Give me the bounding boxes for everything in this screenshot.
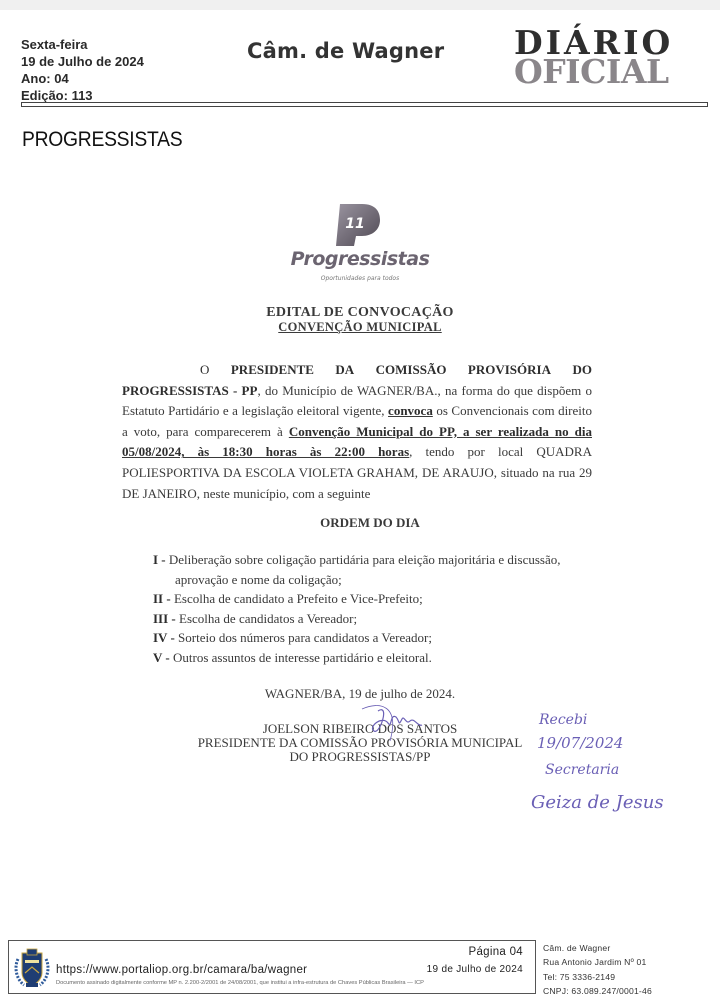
contact-phone: Tel: 75 3336-2149: [543, 971, 616, 982]
portal-link[interactable]: https://www.portaliop.org.br/camara/ba/wagner: [56, 964, 308, 976]
section-title: PROGRESSISTAS: [22, 128, 183, 151]
edition-date: 19 de Julho de 2024: [21, 54, 144, 69]
contact-name: Câm. de Wagner: [543, 943, 611, 953]
signer-name: JOELSON RIBEIRO DOS SANTOS: [262, 721, 458, 736]
header-divider: [21, 102, 708, 107]
diario-oficial-logo: [514, 23, 674, 91]
footer-contact: [543, 941, 652, 998]
convoca-emphasis: convoca: [388, 403, 433, 419]
contact-cnpj: CNPJ: 63.089.247/0001-46: [543, 986, 652, 997]
party-tagline: Oportunidades para todos: [320, 275, 400, 282]
note-line-3: Secretaria: [545, 762, 620, 778]
chamber-emblem-icon: [12, 947, 52, 989]
signer-role-1: PRESIDENTE DA COMISSÃO PROVISÓRIA MUNICIPAL: [197, 735, 523, 750]
convocation-paragraph: [122, 360, 592, 504]
footer-date: 19 de Julho de 2024: [426, 964, 523, 975]
weekday: Sexta-feira: [21, 37, 88, 52]
edition-number: Edição: 113: [21, 88, 93, 103]
contact-address: Rua Antonio Jardim Nº 01: [543, 957, 647, 968]
convention-details: Convenção Municipal do PP, a ser realizada no dia 05/08/2024, às 18:30 horas às 22:00 horas: [122, 423, 592, 460]
signature-scribble: [360, 705, 430, 745]
party-wordmark: Progressistas: [290, 248, 430, 270]
page-number: Página 04: [468, 946, 523, 958]
note-line-4: Geiza de Jesus: [531, 792, 664, 813]
agenda-list: [153, 550, 593, 668]
paragraph-first-line: O PRESIDENTE DA COMISSÃO PROVISÓRIA DO: [200, 362, 592, 377]
note-line-2: 19/07/2024: [537, 734, 624, 752]
agenda-item: I - Deliberação sobre coligação partidária para eleição majoritária e discussão,: [153, 552, 561, 567]
document-heading: [200, 305, 520, 335]
received-stamp-handwriting: [525, 700, 715, 825]
agenda-item-continuation: aprovação e nome da coligação;: [175, 571, 342, 587]
agenda-title: ORDEM DO DIA: [320, 515, 420, 530]
agenda-item: V - Outros assuntos de interesse partidário e eleitoral.: [153, 649, 432, 665]
party-p-icon: [332, 202, 382, 248]
place-and-date: WAGNER/BA, 19 de julho de 2024.: [264, 686, 456, 701]
heading-sub: CONVENÇÃO MUNICIPAL: [278, 320, 442, 334]
agenda-item: III - Escolha de candidatos a Vereador;: [153, 610, 358, 626]
brand-line-1: DIÁRIO: [514, 23, 674, 62]
signer-role-2: DO PROGRESSISTAS/PP: [289, 749, 431, 764]
top-bar: [0, 0, 720, 10]
chamber-name: Câm. de Wagner: [247, 39, 445, 63]
note-line-1: Recebi: [539, 712, 588, 728]
edition-year: Ano: 04: [21, 71, 69, 86]
party-name-bold: PROGRESSISTAS - PP: [122, 382, 258, 398]
agenda-item: IV - Sorteio dos números para candidatos a Vereador;: [153, 630, 432, 646]
legal-notice: Documento assinado digitalmente conforme MP n. 2.200-2/2001 de 24/08/2001, que institui a infra-estrutura de Chaves Públicas Brasileira — ICP: [56, 980, 424, 986]
paragraph-body: PROGRESSISTAS - PP, do Município de WAGNER/BA., na forma do que dispõem o Estatuto Partidário e a legislação eleitoral vigente, convoca os Convencionais com direito a voto, para comparecerem à Convenção Municipal do PP, a ser realizada no dia 05/08/2024, às 18:30 horas às 22:00 horas, tendo por local QUADRA POLIESPORTIVA DA ESCOLA VIOLETA GRAHAM, DE ARAUJO, situado na rua 29 DE JANEIRO, neste município, com a seguinte: [122, 382, 593, 501]
party-logo: [280, 200, 440, 290]
agenda-item: II - Escolha de candidato a Prefeito e Vice-Prefeito;: [153, 591, 423, 607]
heading-main: EDITAL DE CONVOCAÇÃO: [266, 305, 454, 320]
edition-info: [21, 36, 144, 104]
footer-box: [8, 940, 536, 994]
brand-line-2: OFICIAL: [514, 52, 669, 91]
party-number: 11: [345, 216, 365, 232]
